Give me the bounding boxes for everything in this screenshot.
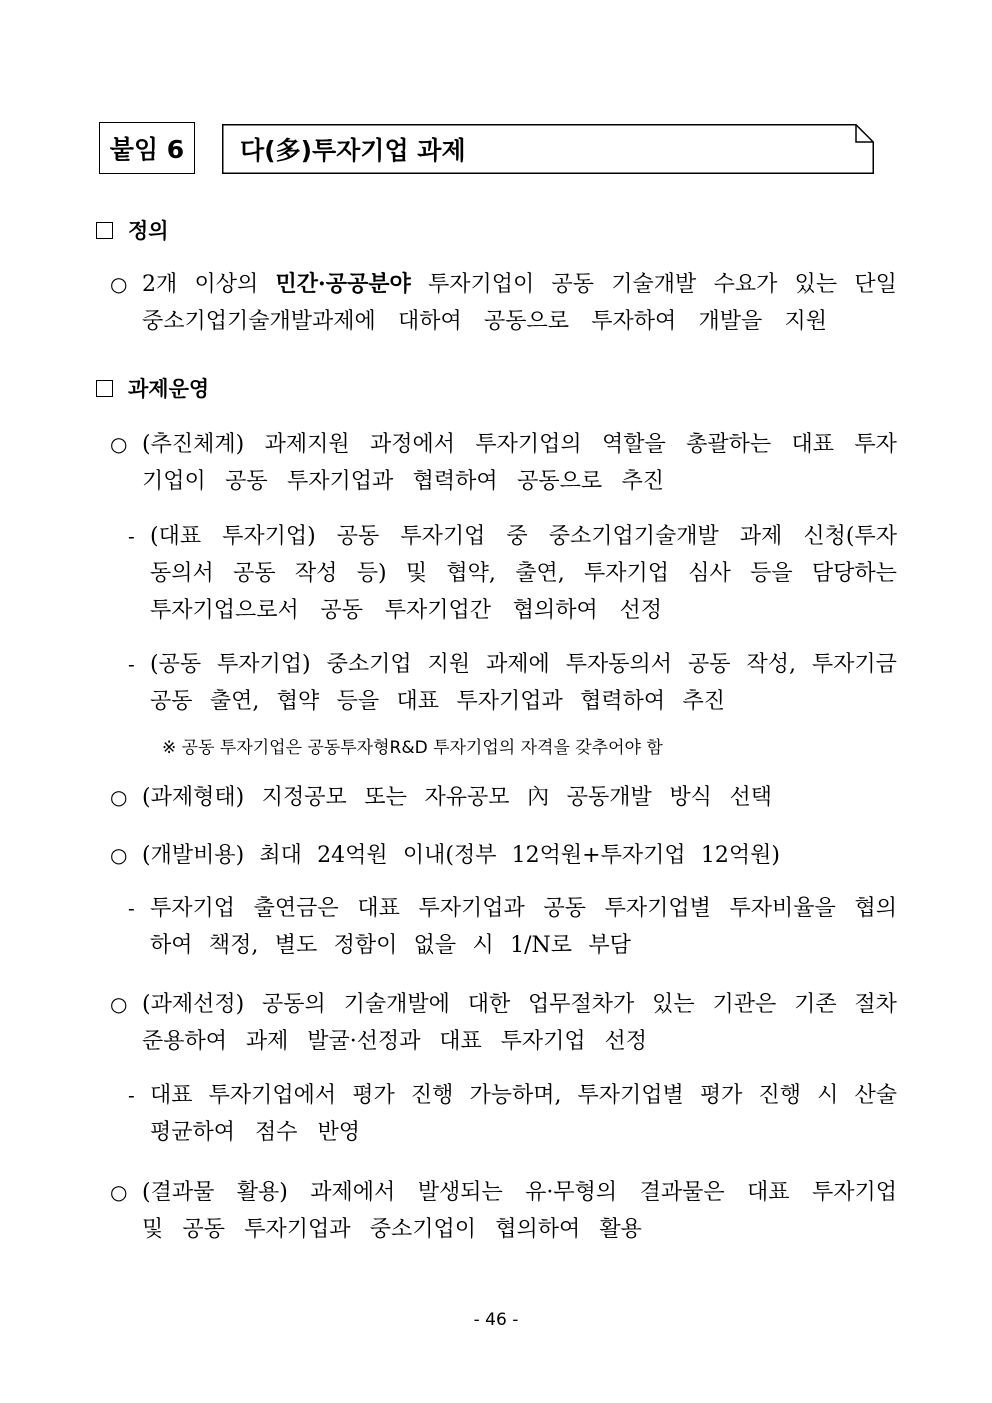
type-paragraph xyxy=(142,779,772,816)
dash-bullet: - xyxy=(128,524,135,548)
circle-bullet-icon: ○ xyxy=(110,272,128,296)
checkbox-square-icon xyxy=(96,222,113,239)
circle-bullet-icon: ○ xyxy=(110,992,128,1016)
text-line: (과제선정) 공동의 기술개발에 대한 업무절차가 있는 기관은 기존 절차 xyxy=(142,992,897,1017)
note-text: ※ 공동 투자기업은 공동투자형R&D 투자기업의 자격을 갖추어야 함 xyxy=(162,738,663,758)
dash-bullet: - xyxy=(128,896,135,920)
text-line: 준용하여 과제 발굴·선정과 대표 투자기업 선정 xyxy=(142,1029,647,1054)
text-line: 투자기업으로서 공동 투자기업간 협의하여 선정 xyxy=(150,598,662,623)
selection-paragraph xyxy=(142,986,897,1060)
result-paragraph xyxy=(142,1174,897,1248)
circle-bullet-icon: ○ xyxy=(110,1180,128,1204)
text-line: (공동 투자기업) 중소기업 지원 과제에 투자동의서 공동 작성, 투자기금 xyxy=(150,652,897,677)
circle-bullet-icon: ○ xyxy=(110,785,128,809)
attachment-badge-label: 붙임 6 xyxy=(109,135,185,164)
section-definition-title: 정의 xyxy=(128,218,169,243)
text-line: 평균하여 점수 반영 xyxy=(150,1120,360,1145)
evaluation-paragraph xyxy=(150,1077,897,1151)
text-line: (추진체계) 과제지원 과정에서 투자기업의 역할을 총괄하는 대표 투자 xyxy=(142,432,897,457)
contribution-paragraph xyxy=(150,890,897,964)
page-number: - 46 - xyxy=(473,1310,519,1330)
section-operation xyxy=(96,373,209,403)
attachment-badge xyxy=(99,122,195,174)
text-line: (대표 투자기업) 공동 투자기업 중 중소기업기술개발 과제 신청(투자 xyxy=(150,524,897,549)
circle-bullet-icon: ○ xyxy=(110,432,128,456)
page-title-box xyxy=(222,124,874,174)
section-definition xyxy=(96,215,169,245)
text-line: 공동 출연, 협약 등을 대표 투자기업과 협력하여 추진 xyxy=(150,689,725,714)
circle-bullet-icon: ○ xyxy=(110,843,128,867)
promotion-paragraph xyxy=(142,426,897,500)
text-line: 및 공동 투자기업과 중소기업이 협의하여 활용 xyxy=(142,1217,642,1242)
dash-bullet: - xyxy=(128,1083,135,1107)
checkbox-square-icon xyxy=(96,380,113,397)
section-operation-title: 과제운영 xyxy=(128,376,210,401)
dash-bullet: - xyxy=(128,652,135,676)
text-line: 투자기업 출연금은 대표 투자기업과 공동 투자기업별 투자비율을 협의 xyxy=(150,896,897,921)
joint-company-paragraph xyxy=(150,646,897,720)
text-line: 중소기업기술개발과제에 대하여 공동으로 투자하여 개발을 지원 xyxy=(142,309,827,334)
cost-paragraph xyxy=(142,837,780,874)
text-line: 하여 책정, 별도 정함이 없을 시 1/N로 부담 xyxy=(150,933,631,958)
text-line: 대표 투자기업에서 평가 진행 가능하며, 투자기업별 평가 진행 시 산술 xyxy=(150,1083,897,1108)
lead-company-paragraph xyxy=(150,518,897,629)
text-line: 2개 이상의 민간·공공분야 투자기업이 공동 기술개발 수요가 있는 단일 xyxy=(142,266,897,303)
text-line: (과제형태) 지정공모 또는 자유공모 內 공동개발 방식 선택 xyxy=(142,785,772,810)
text-line: (개발비용) 최대 24억원 이내(정부 12억원+투자기업 12억원) xyxy=(142,843,780,868)
definition-paragraph xyxy=(142,266,897,340)
text-line: 동의서 공동 작성 등) 및 협약, 출연, 투자기업 심사 등을 담당하는 xyxy=(150,561,897,586)
text-line: 기업이 공동 투자기업과 협력하여 공동으로 추진 xyxy=(142,469,664,494)
text-line: (결과물 활용) 과제에서 발생되는 유·무형의 결과물은 대표 투자기업 xyxy=(142,1180,897,1205)
emphasis-text: 민간·공공분야 xyxy=(275,271,411,297)
page-title: 다(多)투자기업 과제 xyxy=(240,136,466,165)
